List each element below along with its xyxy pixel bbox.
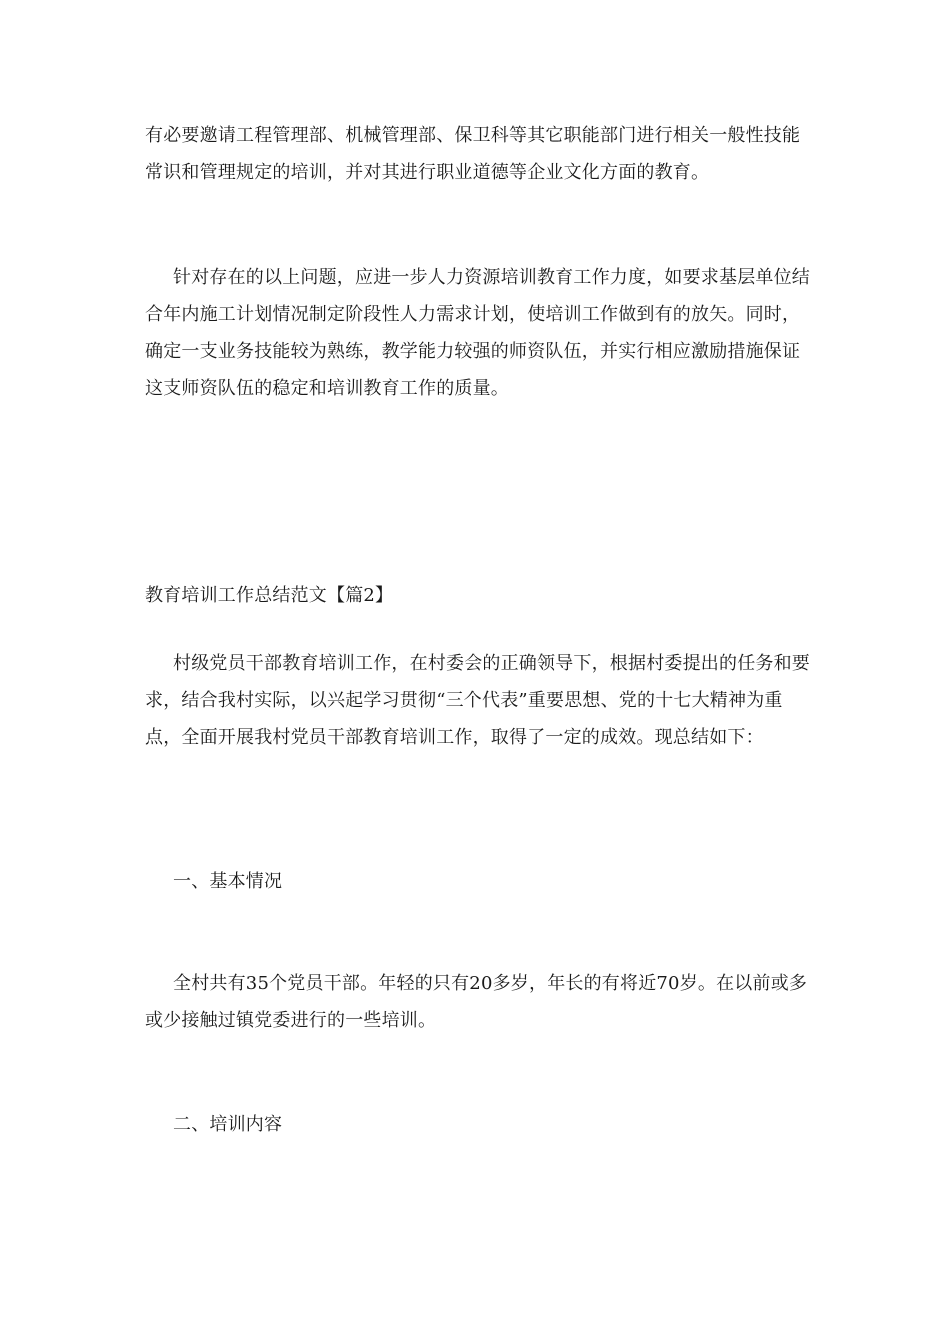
heading-basic-situation: 一、基本情况 xyxy=(173,871,283,892)
paragraph-village-intro: 村级党员干部教育培训工作，在村委会的正确领导下，根据村委提出的任务和要求，结合我村实际，以兴起学习贯彻“三个代表”重要思想、党的十七大精神为重点，全面开展我村党员干部教育培训工作，取得了一定的成效。现总结如下： xyxy=(145,653,810,748)
paragraph-basic-situation: 全村共有35个党员干部。年轻的只有20多岁，年长的有将近70岁。在以前或多或少接触过镇党委进行的一些培训。 xyxy=(145,973,808,1031)
paragraph-improvement-measures: 针对存在的以上问题，应进一步人力资源培训教育工作力度，如要求基层单位结合年内施工计划情况制定阶段性人力需求计划，使培训工作做到有的放矢。同时，确定一支业务技能较为熟练，教学能力较强的师资队伍，并实行相应激励措施保证这支师资队伍的稳定和培训教育工作的质量。 xyxy=(145,267,810,399)
heading-training-content: 二、培训内容 xyxy=(173,1114,283,1135)
section-title-part-2: 教育培训工作总结范文【篇2】 xyxy=(145,585,394,606)
paragraph-training-scope: 有必要邀请工程管理部、机械管理部、保卫科等其它职能部门进行相关一般性技能常识和管理规定的培训，并对其进行职业道德等企业文化方面的教育。 xyxy=(145,125,801,183)
